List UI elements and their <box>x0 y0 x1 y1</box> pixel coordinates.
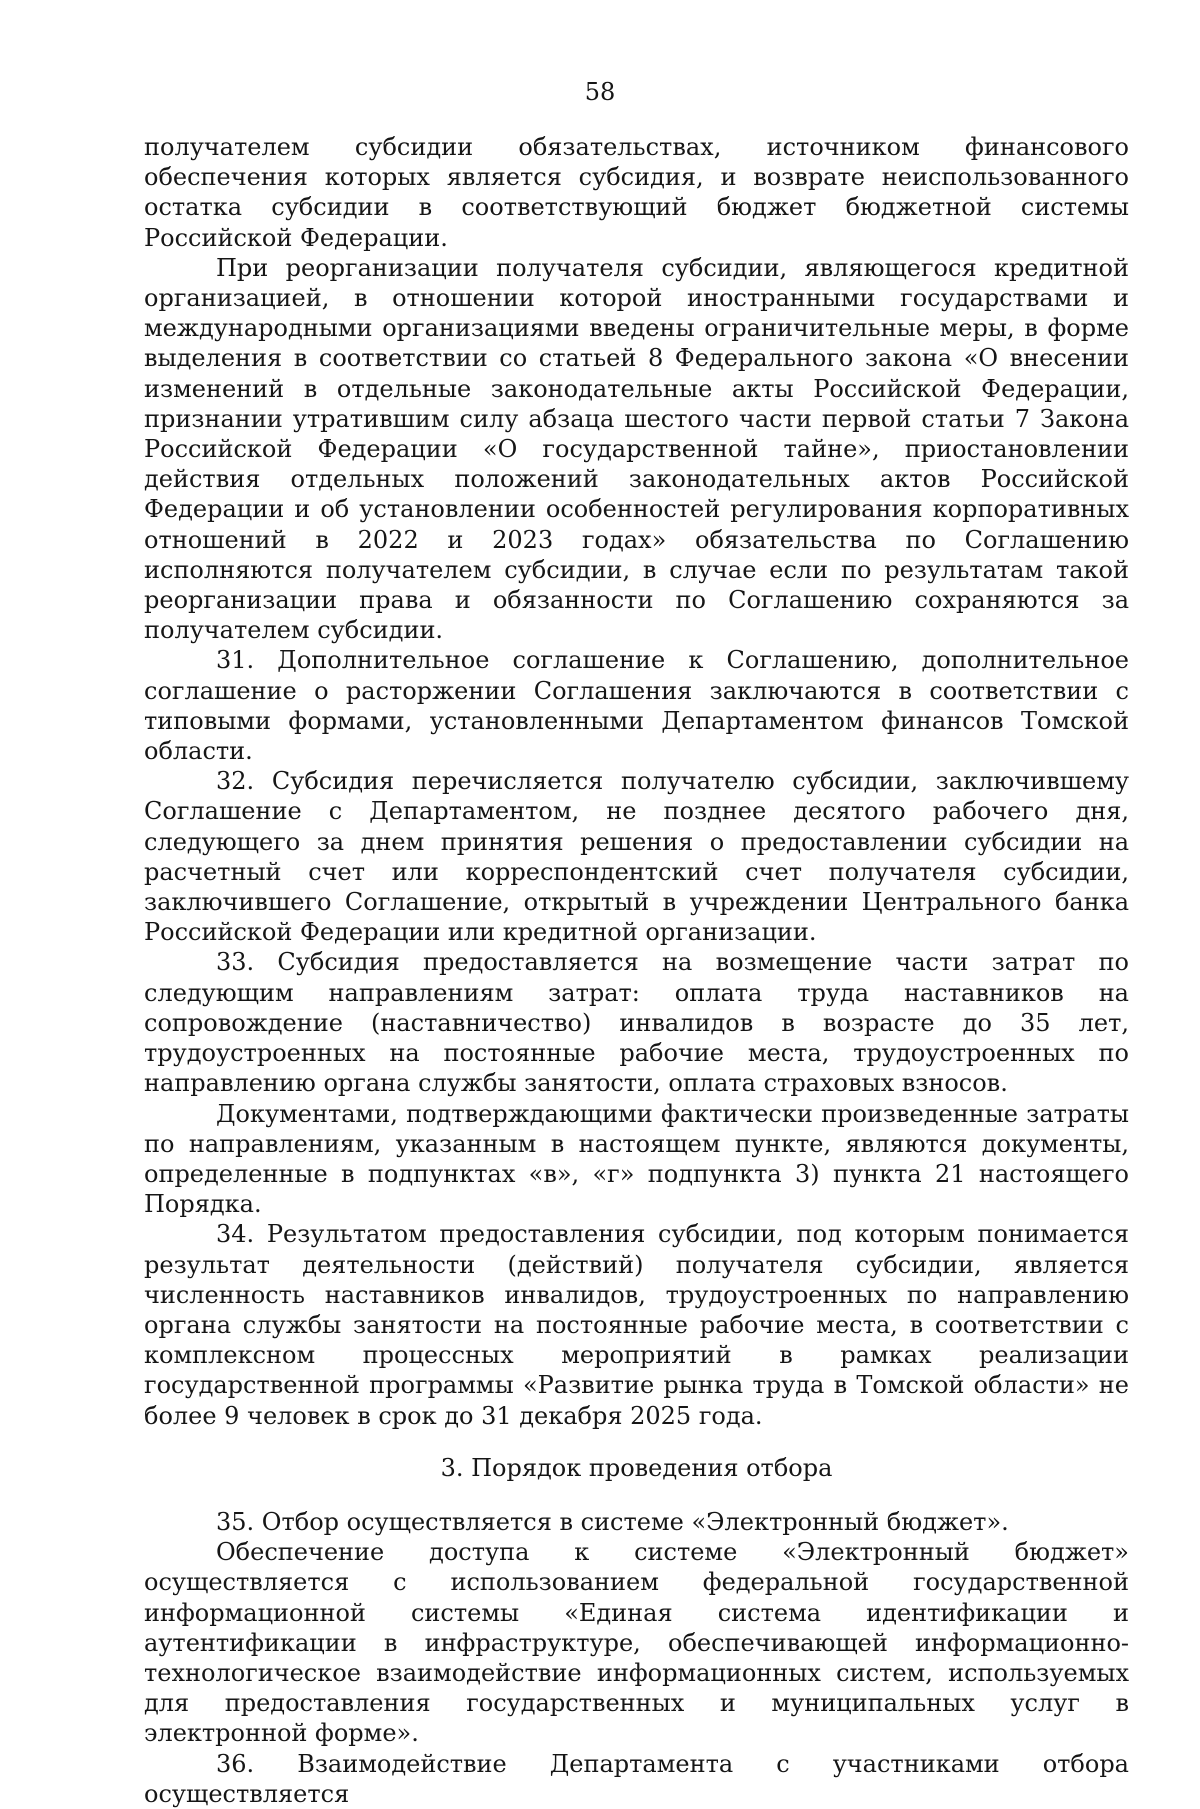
paragraph-34: 34. Результатом предоставления субсидии, под которым понимается результат деятельности (действий) получателя субсидии, является численность наставников инвалидов, трудоустроенных по направлению органа службы занятости на постоянные рабочие места, в соответствии с комплексном процессных мероприятий в рамках реализации государственной программы «Развитие рынка труда в Томской области» не более 9 человек в срок до 31 декабря 2025 года. <box>144 1220 1129 1430</box>
paragraph-35: 35. Отбор осуществляется в системе «Электронный бюджет». <box>216 1507 1009 1536</box>
paragraph-32: 32. Субсидия перечисляется получателю субсидии, заключившему Соглашение с Департаментом, не позднее десятого рабочего дня, следующего за днем принятия решения о предоставлении субсидии на расчетный счет или корреспондентский счет получателя субсидии, заключившего Соглашение, открытый в учреждении Центрального банка Российской Федерации или кредитной организации. <box>144 767 1129 947</box>
page-number: 58 <box>584 78 616 106</box>
paragraph-reorganization: При реорганизации получателя субсидии, являющегося кредитной организацией, в отношении которой иностранными государствами и международными организациями введены ограничительные меры, в форме выделения в соответствии со статьей 8 Федерального закона «О внесении изменений в отдельные законодательные акты Российской Федерации, признании утратившим силу абзаца шестого части первой статьи 7 Закона Российской Федерации «О государственной тайне», приостановлении действия отдельных положений законодательных актов Российской Федерации и об установлении особенностей регулирования корпоративных отношений в 2022 и 2023 годах» обязательства по Соглашению исполняются получателем субсидии, в случае если по результатам такой реорганизации права и обязанности по Соглашению сохраняются за получателем субсидии. <box>144 253 1129 645</box>
paragraph-continuation: получателем субсидии обязательствах, источником финансового обеспечения которых является субсидия, и возврате неиспользованного остатка субсидии в соответствующий бюджет бюджетной системы Российской Федерации. <box>144 133 1129 252</box>
paragraph-31: 31. Дополнительное соглашение к Соглашению, дополнительное соглашение о расторжении Соглашения заключаются в соответствии с типовыми формами, установленными Департаментом финансов Томской области. <box>144 646 1129 766</box>
section-heading: 3. Порядок проведения отбора <box>440 1453 833 1482</box>
paragraph-33-documents: Документами, подтверждающими фактически произведенные затраты по направлениям, указанным в настоящем пункте, являются документы, определенные в подпунктах «в», «г» подпункта 3) пункта 21 настоящего Порядка. <box>144 1099 1129 1219</box>
paragraph-33: 33. Субсидия предоставляется на возмещение части затрат по следующим направлениям затрат: оплата труда наставников на сопровождение (наставничество) инвалидов в возрасте до 35 лет, трудоустроенных на постоянные рабочие места, трудоустроенных по направлению органа службы занятости, оплата страховых взносов. <box>144 948 1129 1098</box>
document-body <box>144 132 1129 1809</box>
paragraph-35-access: Обеспечение доступа к системе «Электронный бюджет» осуществляется с использованием федеральной государственной информационной системы «Единая система идентификации и аутентификации в инфраструктуре, обеспечивающей информационно-технологическое взаимодействие информационных систем, используемых для предоставления государственных и муниципальных услуг в электронной форме». <box>144 1538 1129 1748</box>
paragraph-36: 36. Взаимодействие Департамента с участниками отбора осуществляется <box>144 1749 1129 1808</box>
